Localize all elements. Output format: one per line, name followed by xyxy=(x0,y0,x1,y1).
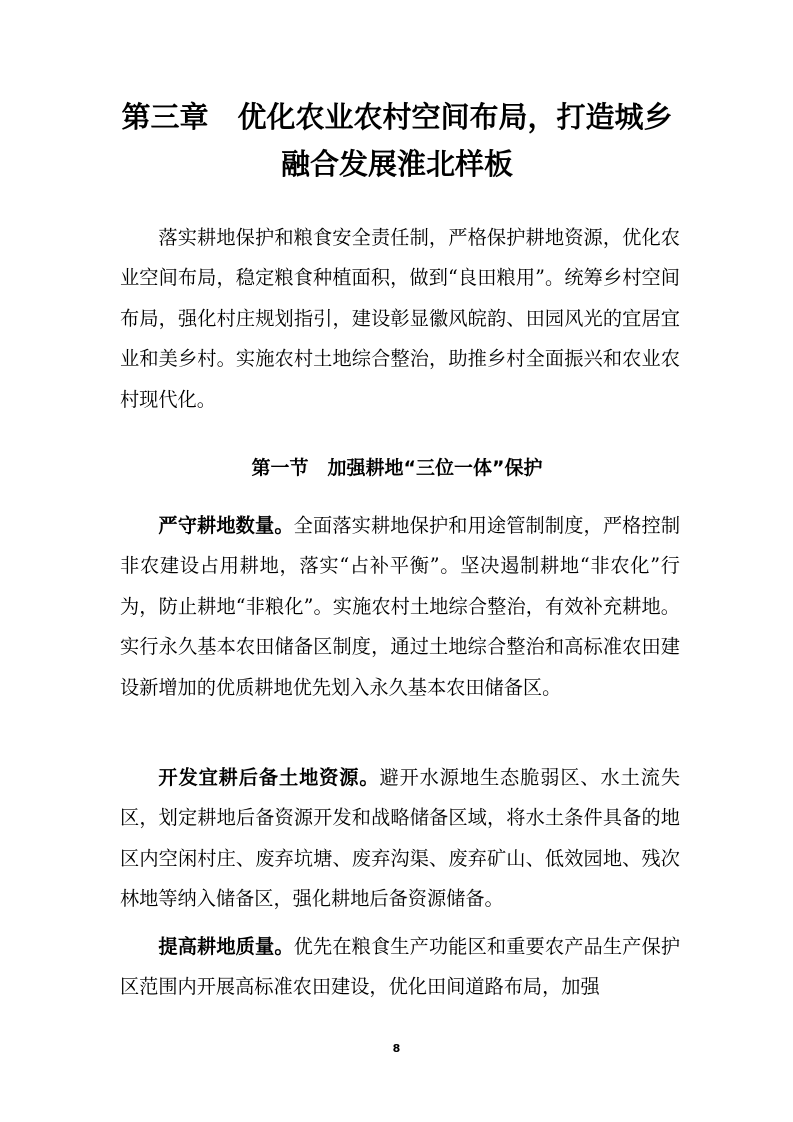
paragraph-lead: 开发宜耕后备土地资源。 xyxy=(158,766,380,789)
page-number: 8 xyxy=(392,1042,401,1055)
chapter-title-line-1: 第三章 优化农业农村空间布局，打造城乡 xyxy=(121,100,673,134)
intro-paragraph: 落实耕地保护和粮食安全责任制，严格保护耕地资源，优化农业空间布局，稳定粮食种植面积，做到“良田粮用”。统筹乡村空间布局，强化村庄规划指引，建设彰显徽风皖韵、田园风光的宜居宜业和美乡村。实施农村土地综合整治，助推乡村全面振兴和农业农村现代化。 xyxy=(120,226,680,411)
paragraph-lead: 提高耕地质量。 xyxy=(158,935,294,958)
body-paragraph-1 xyxy=(120,506,680,708)
chapter-title xyxy=(108,94,686,188)
paragraph-text: 避开水源地生态脆弱区、水土流失区，划定耕地后备资源开发和战略储备区域，将水土条件具备的地区内空闲村庄、废弃坑塘、废弃沟渠、废弃矿山、低效园地、残次林地等纳入储备区，强化耕地后备资源储备。 xyxy=(120,766,681,911)
body-paragraph-3 xyxy=(120,927,680,1008)
body-paragraph-2 xyxy=(120,758,680,920)
paragraph-lead: 严守耕地数量。 xyxy=(158,514,294,537)
section-title: 第一节 加强耕地“三位一体”保护 xyxy=(251,457,543,479)
paragraph-text: 全面落实耕地保护和用途管制制度，严格控制非农建设占用耕地，落实“占补平衡”。坚决遏制耕地“非农化”行为，防止耕地“非粮化”。实施农村土地综合整治，有效补充耕地。实行永久基本农田储备区制度，通过土地综合整治和高标准农田建设新增加的优质耕地优先划入永久基本农田储备区。 xyxy=(120,514,681,699)
paragraph-text: 优先在粮食生产功能区和重要农产品生产保护区范围内开展高标准农田建设，优化田间道路布局，加强 xyxy=(120,935,681,999)
chapter-title-line-2: 融合发展淮北样板 xyxy=(280,147,513,181)
